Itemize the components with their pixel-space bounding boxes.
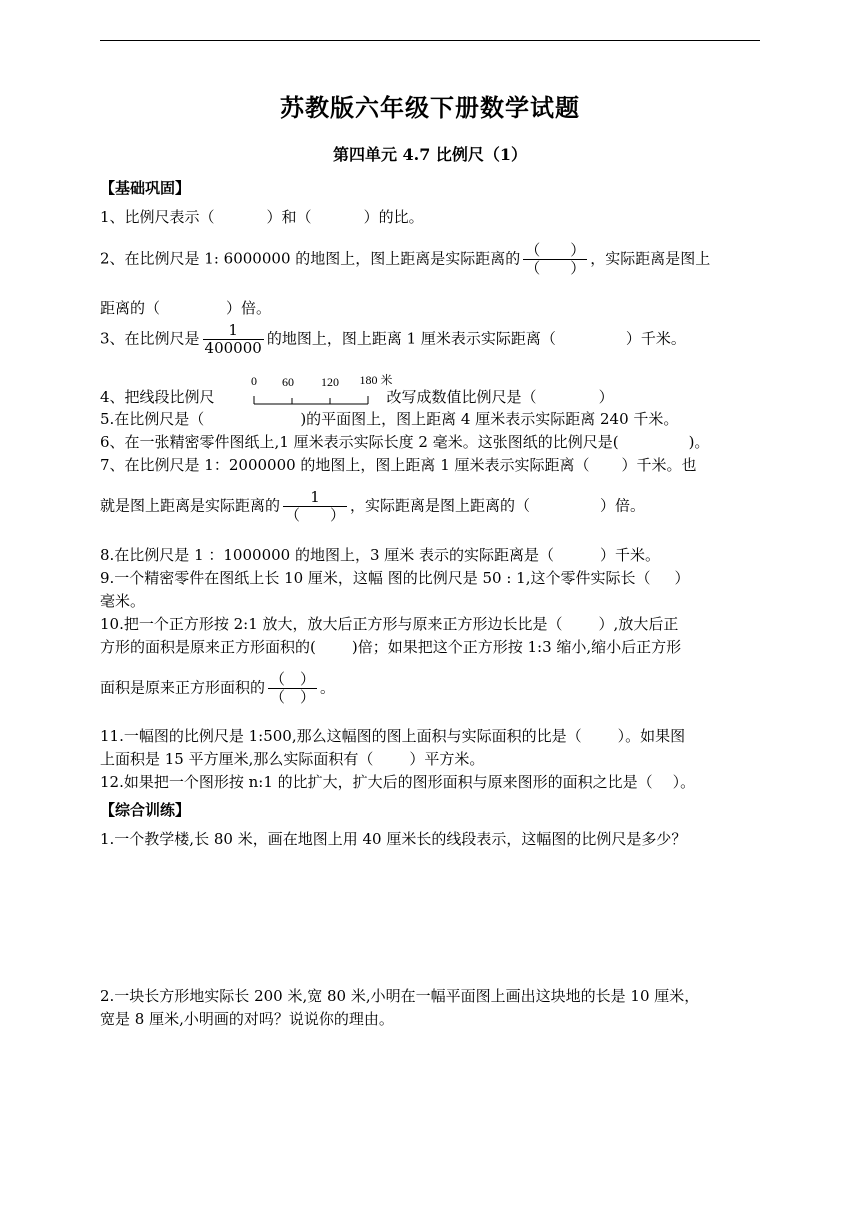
question-9: 9.一个精密零件在图纸上长 10 厘米，这幅 图的比例尺是 50 : 1,这个零件实际长（ ）	[100, 569, 690, 587]
scale-label-120: 120	[321, 375, 339, 389]
practice-question-2-cont: 宽是 8 厘米,小明画的对吗？说说你的理由。	[100, 1010, 394, 1028]
question-5: 5.在比例尺是（ )的平面图上，图上距离 4 厘米表示实际距离 240 千米。	[100, 410, 679, 428]
question-7: 7、在比例尺是 1：2000000 的地图上，图上距离 1 厘米表示实际距离（ ）千米。也	[100, 456, 697, 474]
question-11: 11.一幅图的比例尺是 1:500,那么这幅图的图上面积与实际面积的比是（ ）。如果图	[100, 727, 686, 745]
blank-fraction: $\frac{( )}{( )}$	[270, 670, 316, 706]
blank-fraction: $\frac{1}{( )}$	[285, 488, 346, 524]
scale-label-180: 180 米	[359, 373, 393, 387]
blank-fraction: $\frac{( )}{( )}$	[525, 241, 586, 277]
question-10-cont2: 面积是原来正方形面积的 $\frac{( )}{( )}$ 。	[100, 670, 336, 706]
question-11-cont: 上面积是 15 平方厘米,那么实际面积有（ ）平方米。	[100, 750, 485, 768]
question-4: 4、把线段比例尺 改写成数值比例尺是（ ）	[100, 388, 614, 406]
page-title: 苏教版六年级下册数学试题	[280, 93, 580, 122]
question-12: 12.如果把一个图形按 n:1 的比扩大，扩大后的图形面积与原来图形的面积之比是（ ）。	[100, 773, 696, 791]
question-7-cont: 就是图上距离是实际距离的 $\frac{1}{( )}$ ，实际距离是图上距离的（ ）倍。	[100, 488, 646, 524]
question-6: 6、在一张精密零件图纸上,1 厘米表示实际长度 2 毫米。这张图纸的比例尺是( )。	[100, 433, 710, 451]
header-rule	[100, 40, 760, 41]
question-9-cont: 毫米。	[100, 592, 146, 610]
question-10-cont: 方形的面积是原来正方形面积的( )倍；如果把这个正方形按 1:3 缩小,缩小后正方形	[100, 638, 682, 656]
line-scale-diagram	[246, 372, 396, 408]
section-heading-basic: 【基础巩固】	[100, 179, 191, 197]
question-3: 3、在比例尺是 $\frac{1}{400000}$ 的地图上，图上距离 1 厘米表示实际距离（ ）千米。	[100, 321, 686, 357]
scale-fraction: $\frac{1}{400000}$	[204, 321, 262, 357]
scale-label-0: 0	[251, 374, 257, 388]
question-1: 1、比例尺表示（ ）和（ ）的比。	[100, 208, 424, 226]
scale-label-60: 60	[282, 375, 294, 389]
practice-question-1: 1.一个教学楼,长 80 米，画在地图上用 40 厘米长的线段表示，这幅图的比例尺是多少？	[100, 830, 687, 848]
practice-question-2: 2.一块长方形地实际长 200 米,宽 80 米,小明在一幅平面图上画出这块地的长是 10 厘米，	[100, 987, 700, 1005]
page-subtitle: 第四单元 4.7 比例尺（1）	[332, 145, 528, 164]
section-heading-practice: 【综合训练】	[100, 801, 191, 819]
question-2-cont: 距离的（ ）倍。	[100, 299, 272, 317]
question-8: 8.在比例尺是 1 ：1000000 的地图上，3 厘米 表示的实际距离是（ ）千米。	[100, 546, 661, 564]
question-10: 10.把一个正方形按 2:1 放大，放大后正方形与原来正方形边长比是（ ）,放大后正	[100, 615, 679, 633]
question-2: 2、在比例尺是 1: 6000000 的地图上，图上距离是实际距离的 $\frac{( )}{( )}$ ，实际距离是图上	[100, 241, 711, 277]
